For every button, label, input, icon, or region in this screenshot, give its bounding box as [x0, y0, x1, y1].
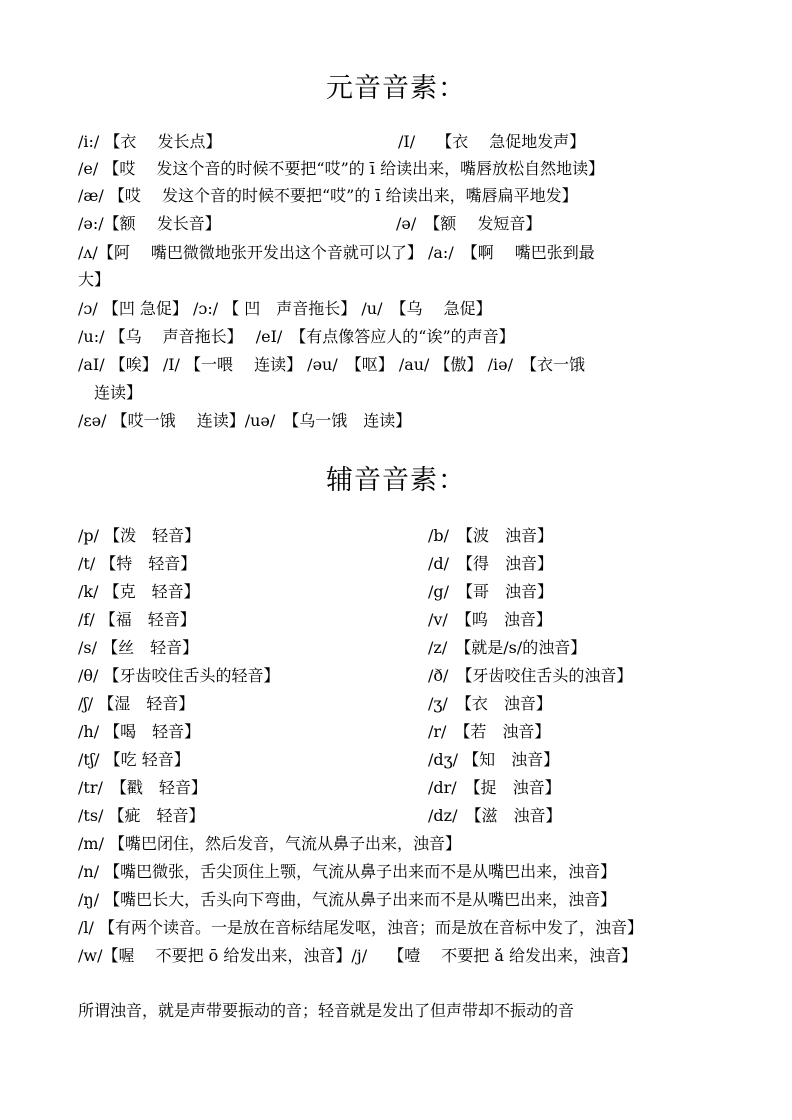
consonant-voiceless: /t/ 【特 轻音】 — [78, 554, 197, 573]
consonant-voiced: /z/ 【就是/s/的浊音】 — [428, 638, 587, 657]
consonant-voiced: /v/ 【呜 浊音】 — [428, 610, 552, 629]
vowel-line — [78, 132, 221, 152]
vowel-text: /u:/ 【乌 声音拖长】 /eI/ 【有点像答应人的“诶”的声音】 — [78, 327, 515, 346]
consonant-voiced: /dr/ 【捉 浊音】 — [428, 778, 561, 797]
vowel-line — [78, 243, 595, 263]
vowel-line — [78, 411, 411, 431]
vowel-line — [398, 132, 585, 152]
vowel-text: /æ/ 【哎 发这个音的时候不要把“哎”的 ī 给读出来，嘴唇扁平地发】 — [78, 186, 578, 205]
vowel-section-title: 元音音素： — [326, 73, 466, 104]
consonant-voiceless: /h/ 【喝 轻音】 — [78, 722, 201, 741]
footnote: 所谓浊音，就是声带要振动的音；轻音就是发出了但声带却不振动的音 — [78, 1001, 575, 1020]
vowel-text: /ə:/【额 发长音】 — [78, 214, 221, 233]
consonant-description: /ŋ/ 【嘴巴长大，舌头向下弯曲，气流从鼻子出来而不是从嘴巴出来，浊音】 — [78, 890, 617, 909]
consonant-voiceless: /p/ 【泼 轻音】 — [78, 526, 201, 545]
consonant-voiced: /ʒ/ 【衣 浊音】 — [428, 694, 552, 713]
vowel-line — [78, 355, 585, 375]
consonant-voiced: /dz/ 【滋 浊音】 — [428, 806, 562, 825]
vowel-line — [78, 299, 492, 319]
vowel-line — [396, 214, 541, 234]
vowel-text: 连读】 — [78, 383, 143, 402]
vowel-text: /ə/ 【额 发短音】 — [396, 214, 542, 233]
vowel-line — [78, 327, 515, 347]
vowel-text: 大】 — [78, 270, 111, 289]
vowel-line — [78, 186, 578, 206]
consonant-description: /m/ 【嘴巴闭住，然后发音，气流从鼻子出来，浊音】 — [78, 834, 462, 853]
vowel-line — [78, 214, 221, 234]
vowel-line — [78, 159, 604, 179]
consonant-voiced: /b/ 【波 浊音】 — [428, 526, 554, 545]
vowel-text: /aI/ 【唉】 /I/ 【一喂 连读】 /əu/ 【呕】 /au/ 【傲】 /iə/ 【衣一饿 — [78, 355, 585, 374]
consonant-voiced: /g/ 【哥 浊音】 — [428, 582, 554, 601]
consonant-voiceless: /ts/ 【疵 轻音】 — [78, 806, 205, 825]
vowel-text: /i:/ 【衣 发长点】 — [78, 132, 222, 151]
consonant-voiced: /dʒ/ 【知 浊音】 — [428, 750, 560, 769]
consonant-voiceless: /ʃ/ 【湿 轻音】 — [78, 694, 195, 713]
consonant-voiceless: /s/ 【丝 轻音】 — [78, 638, 199, 657]
vowel-text: /ɔ/ 【凹 急促】 /ɔ:/ 【 凹 声音拖长】 /u/ 【乌 急促】 — [78, 299, 492, 318]
consonant-description: /l/ 【有两个读音。一是放在音标结尾发呕，浊音；而是放在音标中发了，浊音】 — [78, 918, 643, 937]
consonant-voiceless: /k/ 【克 轻音】 — [78, 582, 200, 601]
vowel-text: /e/ 【哎 发这个音的时候不要把“哎”的 ī 给读出来，嘴唇放松自然地读】 — [78, 159, 605, 178]
consonant-description: /w/【喔 不要把 ō 给发出来，浊音】/j/ 【噎 不要把 ǎ 给发出来，浊音】 — [78, 946, 637, 965]
vowel-line — [78, 270, 110, 290]
consonant-voiceless: /tʃ/ 【吃 轻音】 — [78, 750, 190, 769]
vowel-text: /εə/ 【哎一饿 连读】/uə/ 【乌一饿 连读】 — [78, 411, 412, 430]
consonant-section-title: 辅音音素： — [326, 465, 466, 496]
consonant-description: /n/ 【嘴巴微张，舌尖顶住上颚，气流从鼻子出来而不是从嘴巴出来，浊音】 — [78, 862, 617, 881]
consonant-voiceless: /θ/ 【牙齿咬住舌头的轻音】 — [78, 666, 280, 685]
consonant-voiced: /r/ 【若 浊音】 — [428, 722, 551, 741]
consonant-voiced: /d/ 【得 浊音】 — [428, 554, 554, 573]
consonant-voiceless: /tr/ 【戳 轻音】 — [78, 778, 207, 797]
vowel-text: /ʌ/【阿 嘴巴微微地张开发出这个音就可以了】 /a:/ 【啊 嘴巴张到最 — [78, 243, 595, 262]
consonant-voiced: /ð/ 【牙齿咬住舌头的浊音】 — [428, 666, 633, 685]
consonant-voiceless: /f/ 【福 轻音】 — [78, 610, 196, 629]
vowel-line — [78, 383, 142, 403]
vowel-text: /I/ 【衣 急促地发声】 — [398, 132, 586, 151]
